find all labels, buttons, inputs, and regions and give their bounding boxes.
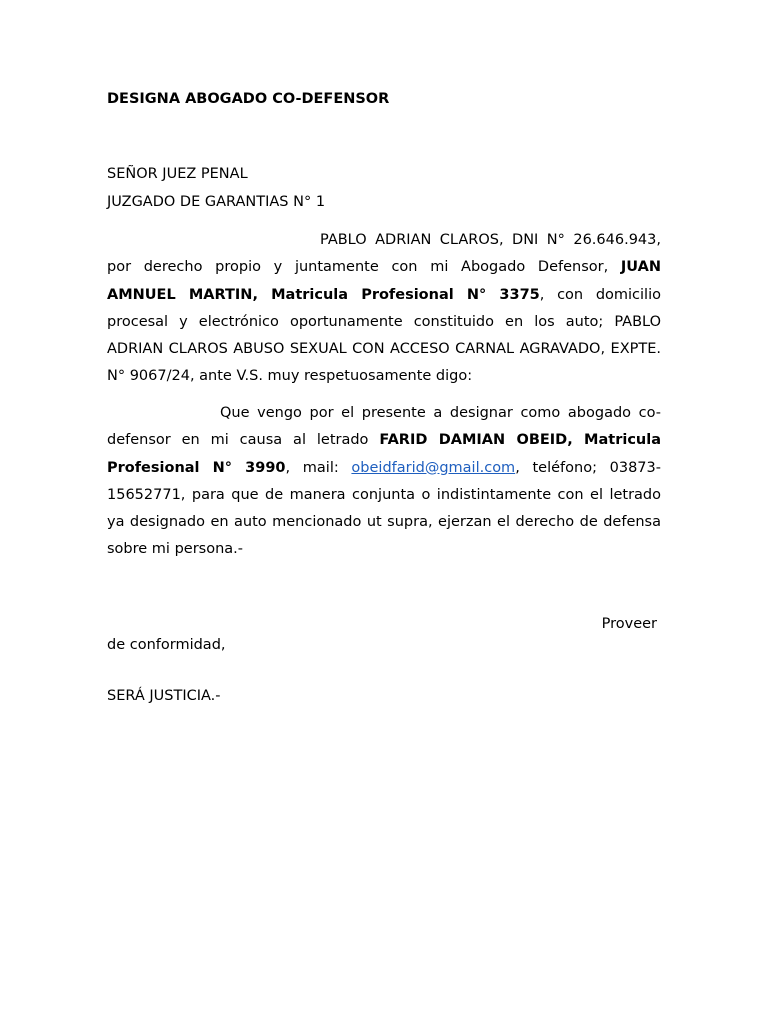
paragraph-designation [107,400,661,564]
paragraph-text: , mail: [285,459,352,476]
defense-lawyer-bold: JUAN AMNUEL MARTIN, Matricula Profesional N° 3375 [107,259,661,303]
co-defense-lawyer-bold: FARID DAMIAN OBEID, Matricula Profesional N° 3990 [107,432,661,476]
closing-conformidad: de conformidad, [107,637,226,653]
paragraph-presentation [107,227,661,391]
document-title: DESIGNA ABOGADO CO-DEFENSOR [107,91,390,107]
paragraph-text: Que vengo por el presente a designar como abogado co-defensor en mi causa al letrado [107,405,661,449]
paragraph-text: , teléfono; 03873-15652771, para que de manera conjunta o indistintamente con el letrado ya designado en auto mencionado ut supra, ejerzan el derecho de defensa sobre mi persona.- [107,459,661,558]
paragraph-text: , con domicilio procesal y electrónico oportunamente constituido en los auto; PABLO ADRIAN CLAROS ABUSO SEXUAL CON ACCESO CARNAL AGRAVADO, EXPTE. N° 9067/24, ante V.S. muy respetuosamente digo: [107,286,661,385]
addressee-judge: SEÑOR JUEZ PENAL [107,166,248,182]
closing-justicia: SERÁ JUSTICIA.- [107,688,221,704]
paragraph-text: PABLO ADRIAN CLAROS, DNI N° 26.646.943, por derecho propio y juntamente con mi Abogado Defensor, [107,232,661,276]
email-link[interactable]: obeidfarid@gmail.com [351,459,516,476]
addressee-court: JUZGADO DE GARANTIAS N° 1 [107,194,326,210]
closing-proveer: Proveer [601,616,657,632]
